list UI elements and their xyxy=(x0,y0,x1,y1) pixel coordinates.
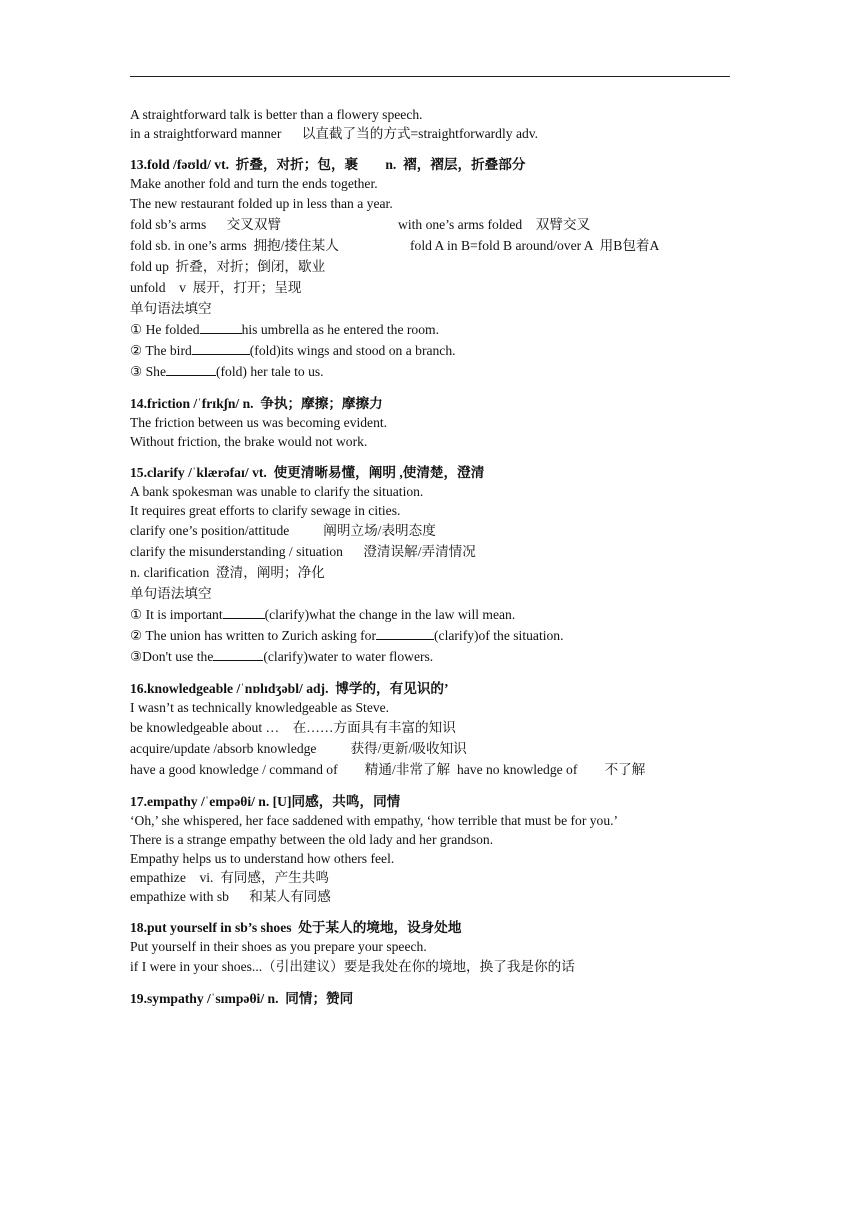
phrase: acquire/update /absorb knowledge 获得/更新/吸收知识 xyxy=(130,741,467,756)
example-sentence: ‘Oh,’ she whispered, her face saddened with empathy, ‘how terrible that must be for you.’ xyxy=(130,813,619,828)
phrase: with one’s arms folded 双臂交叉 xyxy=(398,217,591,232)
example-sentence: Without friction, the brake would not work. xyxy=(130,434,368,449)
exercise-item: ② The union has written to Zurich asking for (clarify)of the situation. xyxy=(130,628,564,643)
text-line: A straightforward talk is better than a flowery speech. xyxy=(130,107,423,122)
answer-blank xyxy=(213,648,263,661)
answer-blank xyxy=(192,342,250,355)
entry-heading-shoes: 18.put yourself in sb’s shoes 处于某人的境地，设身处地 xyxy=(130,920,462,935)
exercise-item: ① He folded his umbrella as he entered the room. xyxy=(130,322,439,337)
answer-blank xyxy=(200,321,242,334)
document-body xyxy=(130,105,770,1008)
answer-blank xyxy=(166,363,216,376)
phrase: clarify one’s position/attitude 阐明立场/表明态度 xyxy=(130,523,436,538)
text-line: in a straightforward manner 以直截了当的方式=straightforwardly adv. xyxy=(130,126,539,141)
header-rule xyxy=(130,76,730,77)
example-sentence: Empathy helps us to understand how others feel. xyxy=(130,851,395,866)
exercise-item: ① It is important (clarify)what the change in the law will mean. xyxy=(130,607,516,622)
example-sentence: Make another fold and turn the ends together. xyxy=(130,176,378,191)
phrase: fold up 折叠，对折；倒闭，歇业 xyxy=(130,259,326,274)
phrase: unfold v 展开，打开；呈现 xyxy=(130,280,302,295)
phrase: clarify the misunderstanding / situation 澄清误解/弄清情况 xyxy=(130,544,476,559)
phrase: be knowledgeable about … 在……方面具有丰富的知识 xyxy=(130,720,456,735)
answer-blank xyxy=(376,627,434,640)
entry-heading-sympathy: 19.sympathy /ˈsɪmpəθi/ n. 同情；赞同 xyxy=(130,991,354,1006)
phrase: fold sb. in one’s arms 拥抱/搂住某人 xyxy=(130,238,339,253)
answer-blank xyxy=(223,606,265,619)
example-sentence: The friction between us was becoming evident. xyxy=(130,415,388,430)
exercise-title: 单句语法填空 xyxy=(130,586,212,601)
phrase: empathize with sb 和某人有同感 xyxy=(130,889,331,904)
entry-heading-friction: 14.friction /ˈfrɪkʃn/ n. 争执；摩擦；摩擦力 xyxy=(130,396,383,411)
exercise-title: 单句语法填空 xyxy=(130,301,212,316)
example-sentence: A bank spokesman was unable to clarify the situation. xyxy=(130,484,424,499)
phrase-row xyxy=(130,235,770,256)
exercise-item: ③Don't use the (clarify)water to water flowers. xyxy=(130,649,434,664)
phrase: empathize vi. 有同感，产生共鸣 xyxy=(130,870,329,885)
phrase: have a good knowledge / command of 精通/非常了解 have no knowledge of 不了解 xyxy=(130,762,646,777)
exercise-item: ② The bird (fold)its wings and stood on a branch. xyxy=(130,343,456,358)
phrase: n. clarification 澄清，阐明；净化 xyxy=(130,565,325,580)
phrase: fold sb’s arms 交叉双臂 xyxy=(130,217,282,232)
phrase: if I were in your shoes...（引出建议）要是我处在你的境地，换了我是你的话 xyxy=(130,959,575,974)
example-sentence: It requires great efforts to clarify sewage in cities. xyxy=(130,503,401,518)
exercise-item: ③ She (fold) her tale to us. xyxy=(130,364,324,379)
entry-heading-empathy: 17.empathy /ˈempəθi/ n. [U]同感，共鸣，同情 xyxy=(130,794,401,809)
phrase-row xyxy=(130,214,770,235)
example-sentence: There is a strange empathy between the old lady and her grandson. xyxy=(130,832,494,847)
example-sentence: Put yourself in their shoes as you prepare your speech. xyxy=(130,939,427,954)
example-sentence: I wasn’t as technically knowledgeable as Steve. xyxy=(130,700,390,715)
entry-heading-clarify: 15.clarify /ˈklærəfaɪ/ vt. 使更清晰易懂，阐明 ,使清楚，澄清 xyxy=(130,465,485,480)
phrase: fold A in B=fold B around/over A 用B包着A xyxy=(410,238,660,253)
entry-heading-fold: 13.fold /fəʊld/ vt. 折叠，对折；包，裹 n. 褶，褶层，折叠部分 xyxy=(130,157,526,172)
example-sentence: The new restaurant folded up in less than a year. xyxy=(130,196,393,211)
entry-heading-knowledgeable: 16.knowledgeable /ˈnɒlɪdʒəbl/ adj. 博学的，有见识的’ xyxy=(130,681,449,696)
